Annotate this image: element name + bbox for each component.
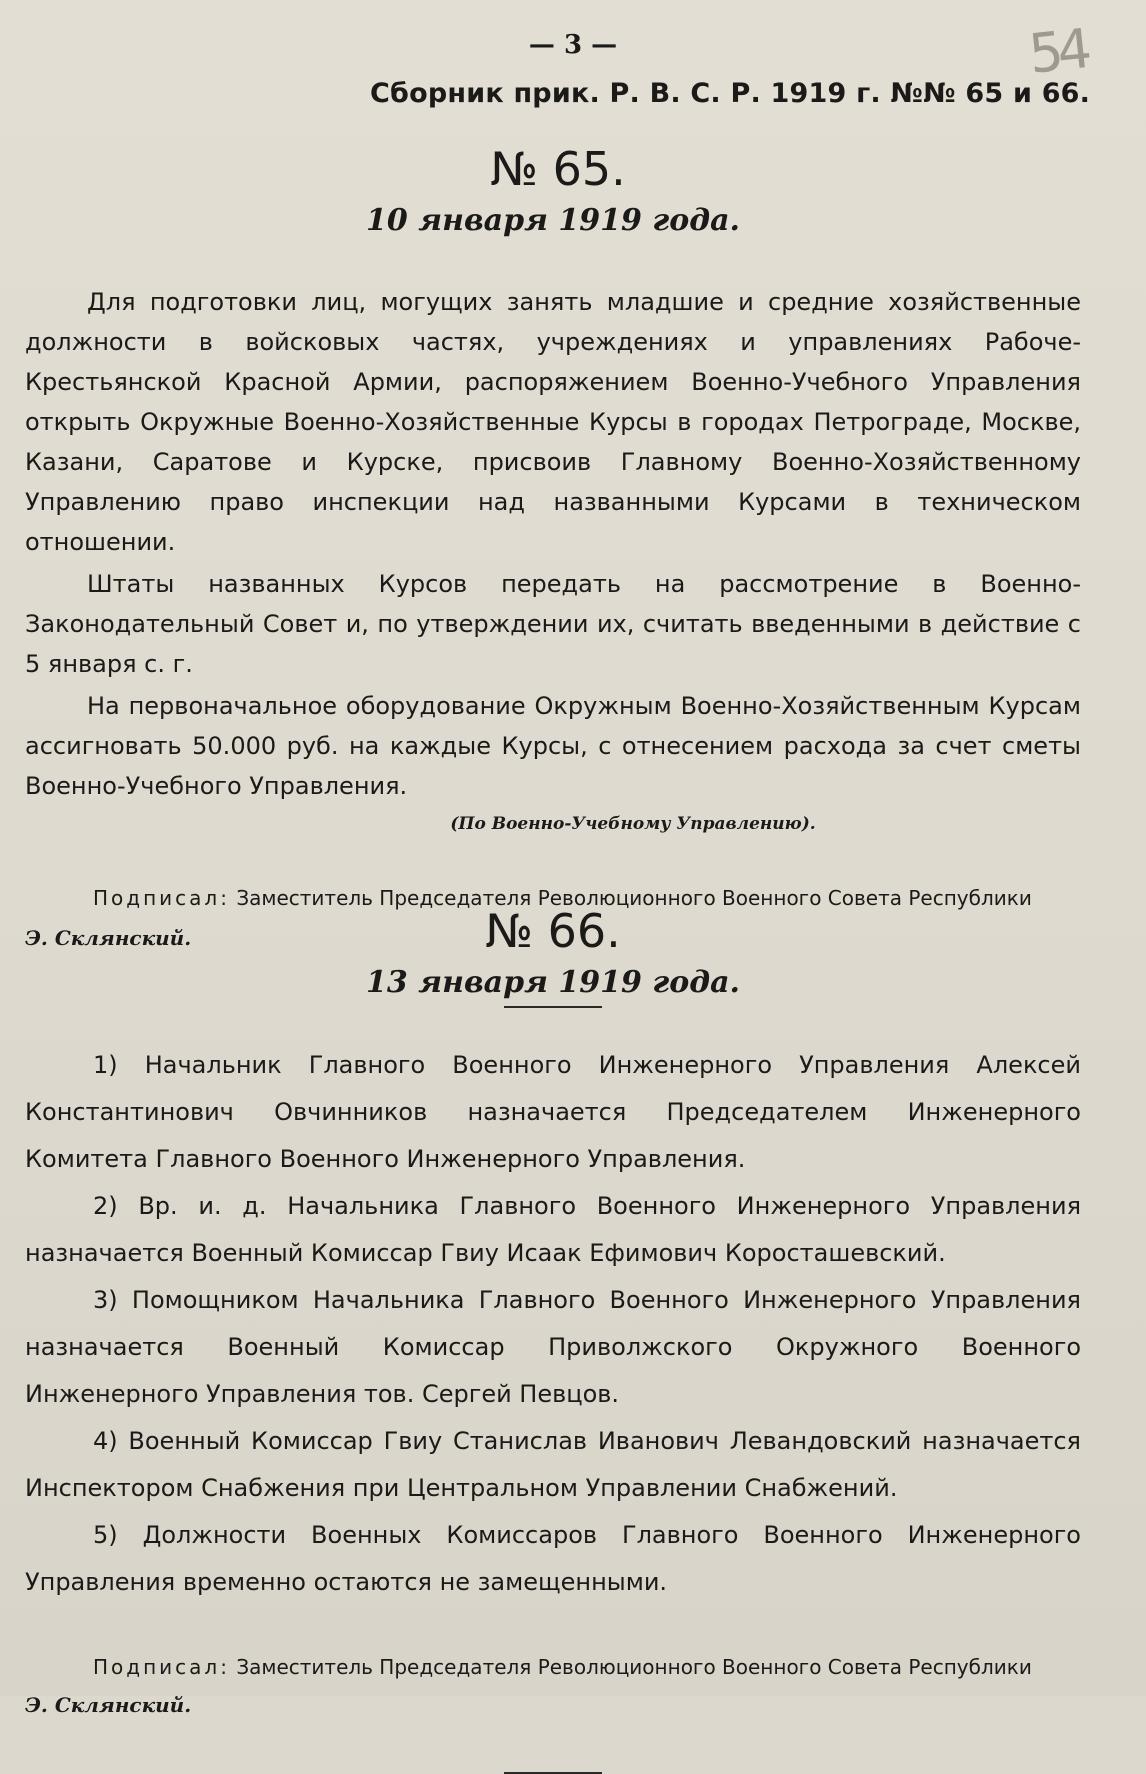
order-item: 5) Должности Военных Комиссаров Главного Военного Инженерного Управления временно остаются не замещенными. xyxy=(25,1521,1081,1596)
page-number: — 3 — xyxy=(528,30,618,60)
order-paragraph: Штаты названных Курсов передать на рассмотрение в Военно-Законодательный Совет и, по утверждении их, считать введенными в действие с 5 января с. г. xyxy=(25,570,1081,678)
signer-name: Э. Склянский. xyxy=(25,926,192,950)
handwritten-page-mark: 54 xyxy=(1026,17,1090,86)
order-66 xyxy=(25,902,1081,1774)
source-note: (По Военно-Учебному Управлению). xyxy=(450,814,816,834)
signature-label: Подписал: xyxy=(93,886,230,910)
signature-line xyxy=(25,1648,1081,1686)
order-item: 1) Начальник Главного Военного Инженерного Управления Алексей Константинович Овчинников назначается Председателем Инженерного Комитета Главного Военного Инженерного Управления. xyxy=(25,1051,1081,1173)
signature-block xyxy=(25,1648,1081,1724)
order-date: 10 января 1919 года. xyxy=(366,203,740,238)
order-paragraph: Для подготовки лиц, могущих занять младшие и средние хозяйственные должности в войсковых частях, учреждениях и управлениях Рабоче-Крестьянской Красной Армии, распоряжением Военно-Учебного Управления открыть Окружные Военно-Хозяйственные Курсы в городах Петрограде, Москве, Казани, Саратове и Курске, присвоив Главному Военно-Хозяйственному Управлению право инспекции над названными Курсами в техническом отношении. xyxy=(25,288,1081,556)
signature-title: Заместитель Председателя Революционного Военного Совета Республики xyxy=(236,1655,1032,1679)
order-body xyxy=(25,1042,1081,1606)
order-body xyxy=(25,282,1081,806)
signature-label: Подписал: xyxy=(93,1655,230,1679)
signature-title: Заместитель Председателя Революционного Военного Совета Республики xyxy=(236,886,1032,910)
signer-name: Э. Склянский. xyxy=(25,1693,192,1717)
order-paragraph: На первоначальное оборудование Окружным Военно-Хозяйственным Курсам ассигновать 50.000 руб. на каждые Курсы, с отнесением расхода за счет сметы Военно-Учебного Управления. xyxy=(25,692,1081,800)
order-item: 2) Вр. и. д. Начальника Главного Военного Инженерного Управления назначается Военный Комиссар Гвиу Исаак Ефимович Коросташевский. xyxy=(25,1192,1081,1267)
running-header: Сборник прик. Р. В. С. Р. 1919 г. №№ 65 и 66. xyxy=(370,78,1091,109)
order-number: № 65. xyxy=(490,142,626,196)
order-date: 13 января 1919 года. xyxy=(366,965,740,1000)
order-65 xyxy=(25,140,1081,1008)
order-number: № 66. xyxy=(485,904,621,958)
order-item: 3) Помощником Начальника Главного Военного Инженерного Управления назначается Военный Комиссар Приволжского Окружного Военного Инженерного Управления тов. Сергей Певцов. xyxy=(25,1286,1081,1408)
order-item: 4) Военный Комиссар Гвиу Станислав Иванович Левандовский назначается Инспектором Снабжения при Центральном Управлении Снабжений. xyxy=(25,1427,1081,1502)
